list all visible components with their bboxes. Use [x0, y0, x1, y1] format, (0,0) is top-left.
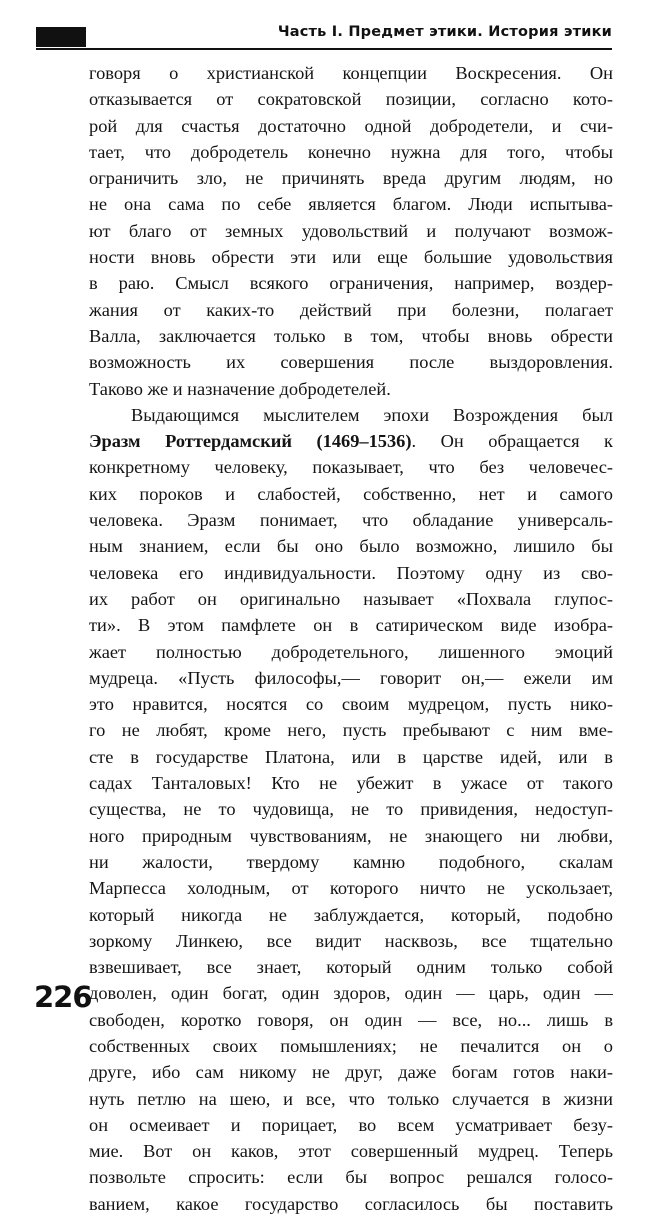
text-line: тает, что добродетель конечно нужна для того, чтобы [89, 141, 613, 162]
text-line: возможность их совершения после выздоровления. [89, 352, 613, 373]
text-line: говоря о христианской концепции Воскресения. Он [89, 63, 613, 83]
text-line: ют благо от земных удовольствий и получают возмож- [89, 220, 613, 241]
text-line: ких пороков и слабостей, собственно, нет и самого [89, 483, 613, 504]
text-line: друге, ибо сам никому не друг, даже богам готов наки- [89, 1062, 613, 1083]
text-line: мие. Вот он каков, этот совершенный мудрец. Теперь [89, 1141, 613, 1162]
page-number: 226 [34, 980, 92, 1014]
text-line: ным знанием, если бы оно было возможно, лишило бы [89, 536, 613, 557]
text-line: собственных своих помышлениях; не печалится он о [89, 1035, 613, 1056]
text-line: ни жалости, твердому камню подобного, скалам [89, 851, 613, 872]
text-line: это нравится, носятся со своим мудрецом, пусть нико- [89, 694, 613, 715]
text-line: свободен, коротко говоря, он один — все, но... лишь в [89, 1009, 613, 1030]
text-line: зоркому Линкею, все видит насквозь, все тщательно [89, 930, 613, 951]
paragraph-1 [89, 60, 613, 402]
text-line: взвешивает, все знает, который одним только собой [89, 957, 613, 978]
text-line: го не любят, кроме него, пусть пребывают с ним вме- [89, 720, 613, 741]
text-line: ти». В этом памфлете он в сатирическом виде изобра- [89, 615, 613, 636]
header-black-bar [36, 27, 86, 47]
text-line: человека его индивидуальности. Поэтому одну из сво- [89, 562, 613, 583]
text-line [89, 428, 613, 454]
text-line: ного природным чувствованиям, не знающего ни любви, [89, 825, 613, 846]
text-line: рой для счастья достаточно одной добродетели, и счи- [89, 115, 613, 136]
text-line: ности вновь обрести эти или еще большие удовольствия [89, 247, 613, 268]
text-line: ванием, какое государство согласилось бы поставить [89, 1193, 613, 1214]
text-line: Валла, заключается только в том, чтобы вновь обрести [89, 325, 613, 346]
text-line: Марпесса холодным, от которого ничто не ускользает, [89, 878, 613, 899]
text-line: человека. Эразм понимает, что обладание универсаль- [89, 510, 613, 531]
text-line: Таково же и назначение добродетелей. [89, 378, 391, 399]
text-line: жания от каких-то действий при болезни, полагает [89, 299, 613, 320]
header-rule [36, 48, 612, 50]
text-line: мудреца. «Пусть философы,— говорит он,— ежели им [89, 667, 613, 688]
text-line: их работ он оригинально называет «Похвала глупос- [89, 588, 613, 609]
text-line: в раю. Смысл всякого ограничения, например, воздер- [89, 273, 613, 294]
text-line: доволен, один богат, один здоров, один — царь, один — [89, 983, 613, 1004]
text-line: Выдающимся мыслителем эпохи Возрождения был [131, 404, 613, 425]
text-fragment: . Он обращается к [411, 431, 613, 452]
text-line: позвольте спросить: если бы вопрос решался голосо- [89, 1167, 613, 1188]
text-line: ограничить зло, не причинять вреда другим людям, но [89, 168, 613, 189]
text-line: существа, не то чудовища, не то привидения, недоступ- [89, 799, 613, 820]
running-header-title: Часть I. Предмет этики. История этики [277, 24, 612, 40]
text-line: жает полностью добродетельного, лишенного эмоций [89, 641, 613, 662]
author-name-bold: Эразм Роттердамский (1469–1536) [89, 431, 412, 452]
text-line: конкретному человеку, показывает, что без человечес- [89, 457, 613, 478]
text-line: он осмеивает и порицает, во всем усматривает безу- [89, 1114, 613, 1135]
text-line: отказывается от сократовской позиции, согласно кото- [89, 89, 613, 110]
paragraph-2 [89, 402, 613, 1217]
body-text [89, 60, 613, 1217]
text-line: нуть петлю на шею, и все, что только случается в жизни [89, 1088, 613, 1109]
text-line: не она сама по себе является благом. Люди испытыва- [89, 194, 613, 215]
text-line: который никогда не заблуждается, который, подобно [89, 904, 613, 925]
text-line: сте в государстве Платона, или в царстве идей, или в [89, 746, 613, 767]
text-line: садах Танталовых! Кто не убежит в ужасе от такого [89, 773, 613, 794]
